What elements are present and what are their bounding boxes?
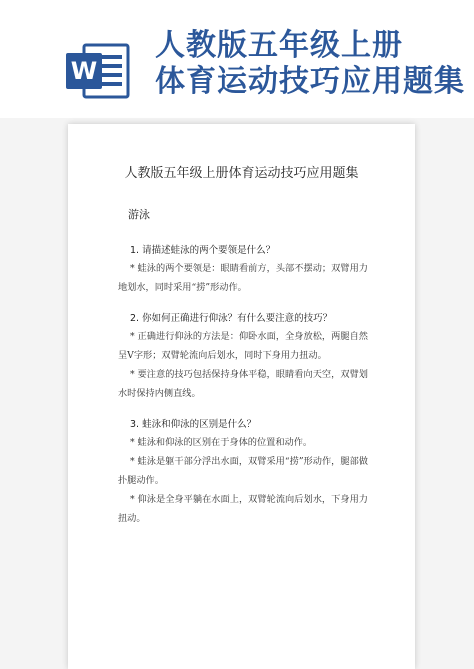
section-heading: 游泳 xyxy=(128,208,150,221)
document-body xyxy=(118,242,368,541)
question-text: 1. 请描述蛙泳的两个要领是什么？ xyxy=(130,245,276,256)
banner-title-line2: 体育运动技巧应用题集 xyxy=(155,64,465,99)
answer-text: * 蛙泳是躯干部分浮出水面，双臂采用“捞”形动作，腿部做扑腿动作。 xyxy=(118,456,368,486)
banner-title-line1: 人教版五年级上册 xyxy=(155,28,403,63)
header-banner xyxy=(0,0,474,118)
word-document-icon xyxy=(62,35,134,107)
question-block xyxy=(118,416,368,528)
answer-text: * 要注意的技巧包括保持身体平稳，眼睛看向天空，双臂划水时保持内侧直线。 xyxy=(118,369,368,399)
question-block xyxy=(118,242,368,297)
document-page xyxy=(68,124,415,669)
word-icon-letter: W xyxy=(70,57,98,85)
answer-text: * 正确进行仰泳的方法是：仰卧水面，全身放松，两腿自然呈V字形；双臂轮流向后划水，同时下身用力扭动。 xyxy=(118,331,368,361)
answer-text: * 蛙泳的两个要领是：眼睛看前方，头部不摆动；双臂用力地划水，同时采用“捞”形动作。 xyxy=(118,263,368,293)
document-title: 人教版五年级上册体育运动技巧应用题集 xyxy=(124,166,359,181)
answer-text: * 蛙泳和仰泳的区别在于身体的位置和动作。 xyxy=(130,437,313,448)
question-block xyxy=(118,310,368,403)
question-text: 3. 蛙泳和仰泳的区别是什么？ xyxy=(130,419,257,430)
answer-text: * 仰泳是全身平躺在水面上，双臂轮流向后划水，下身用力扭动。 xyxy=(118,494,368,524)
question-text: 2. 你如何正确进行仰泳？有什么要注意的技巧？ xyxy=(130,313,333,324)
